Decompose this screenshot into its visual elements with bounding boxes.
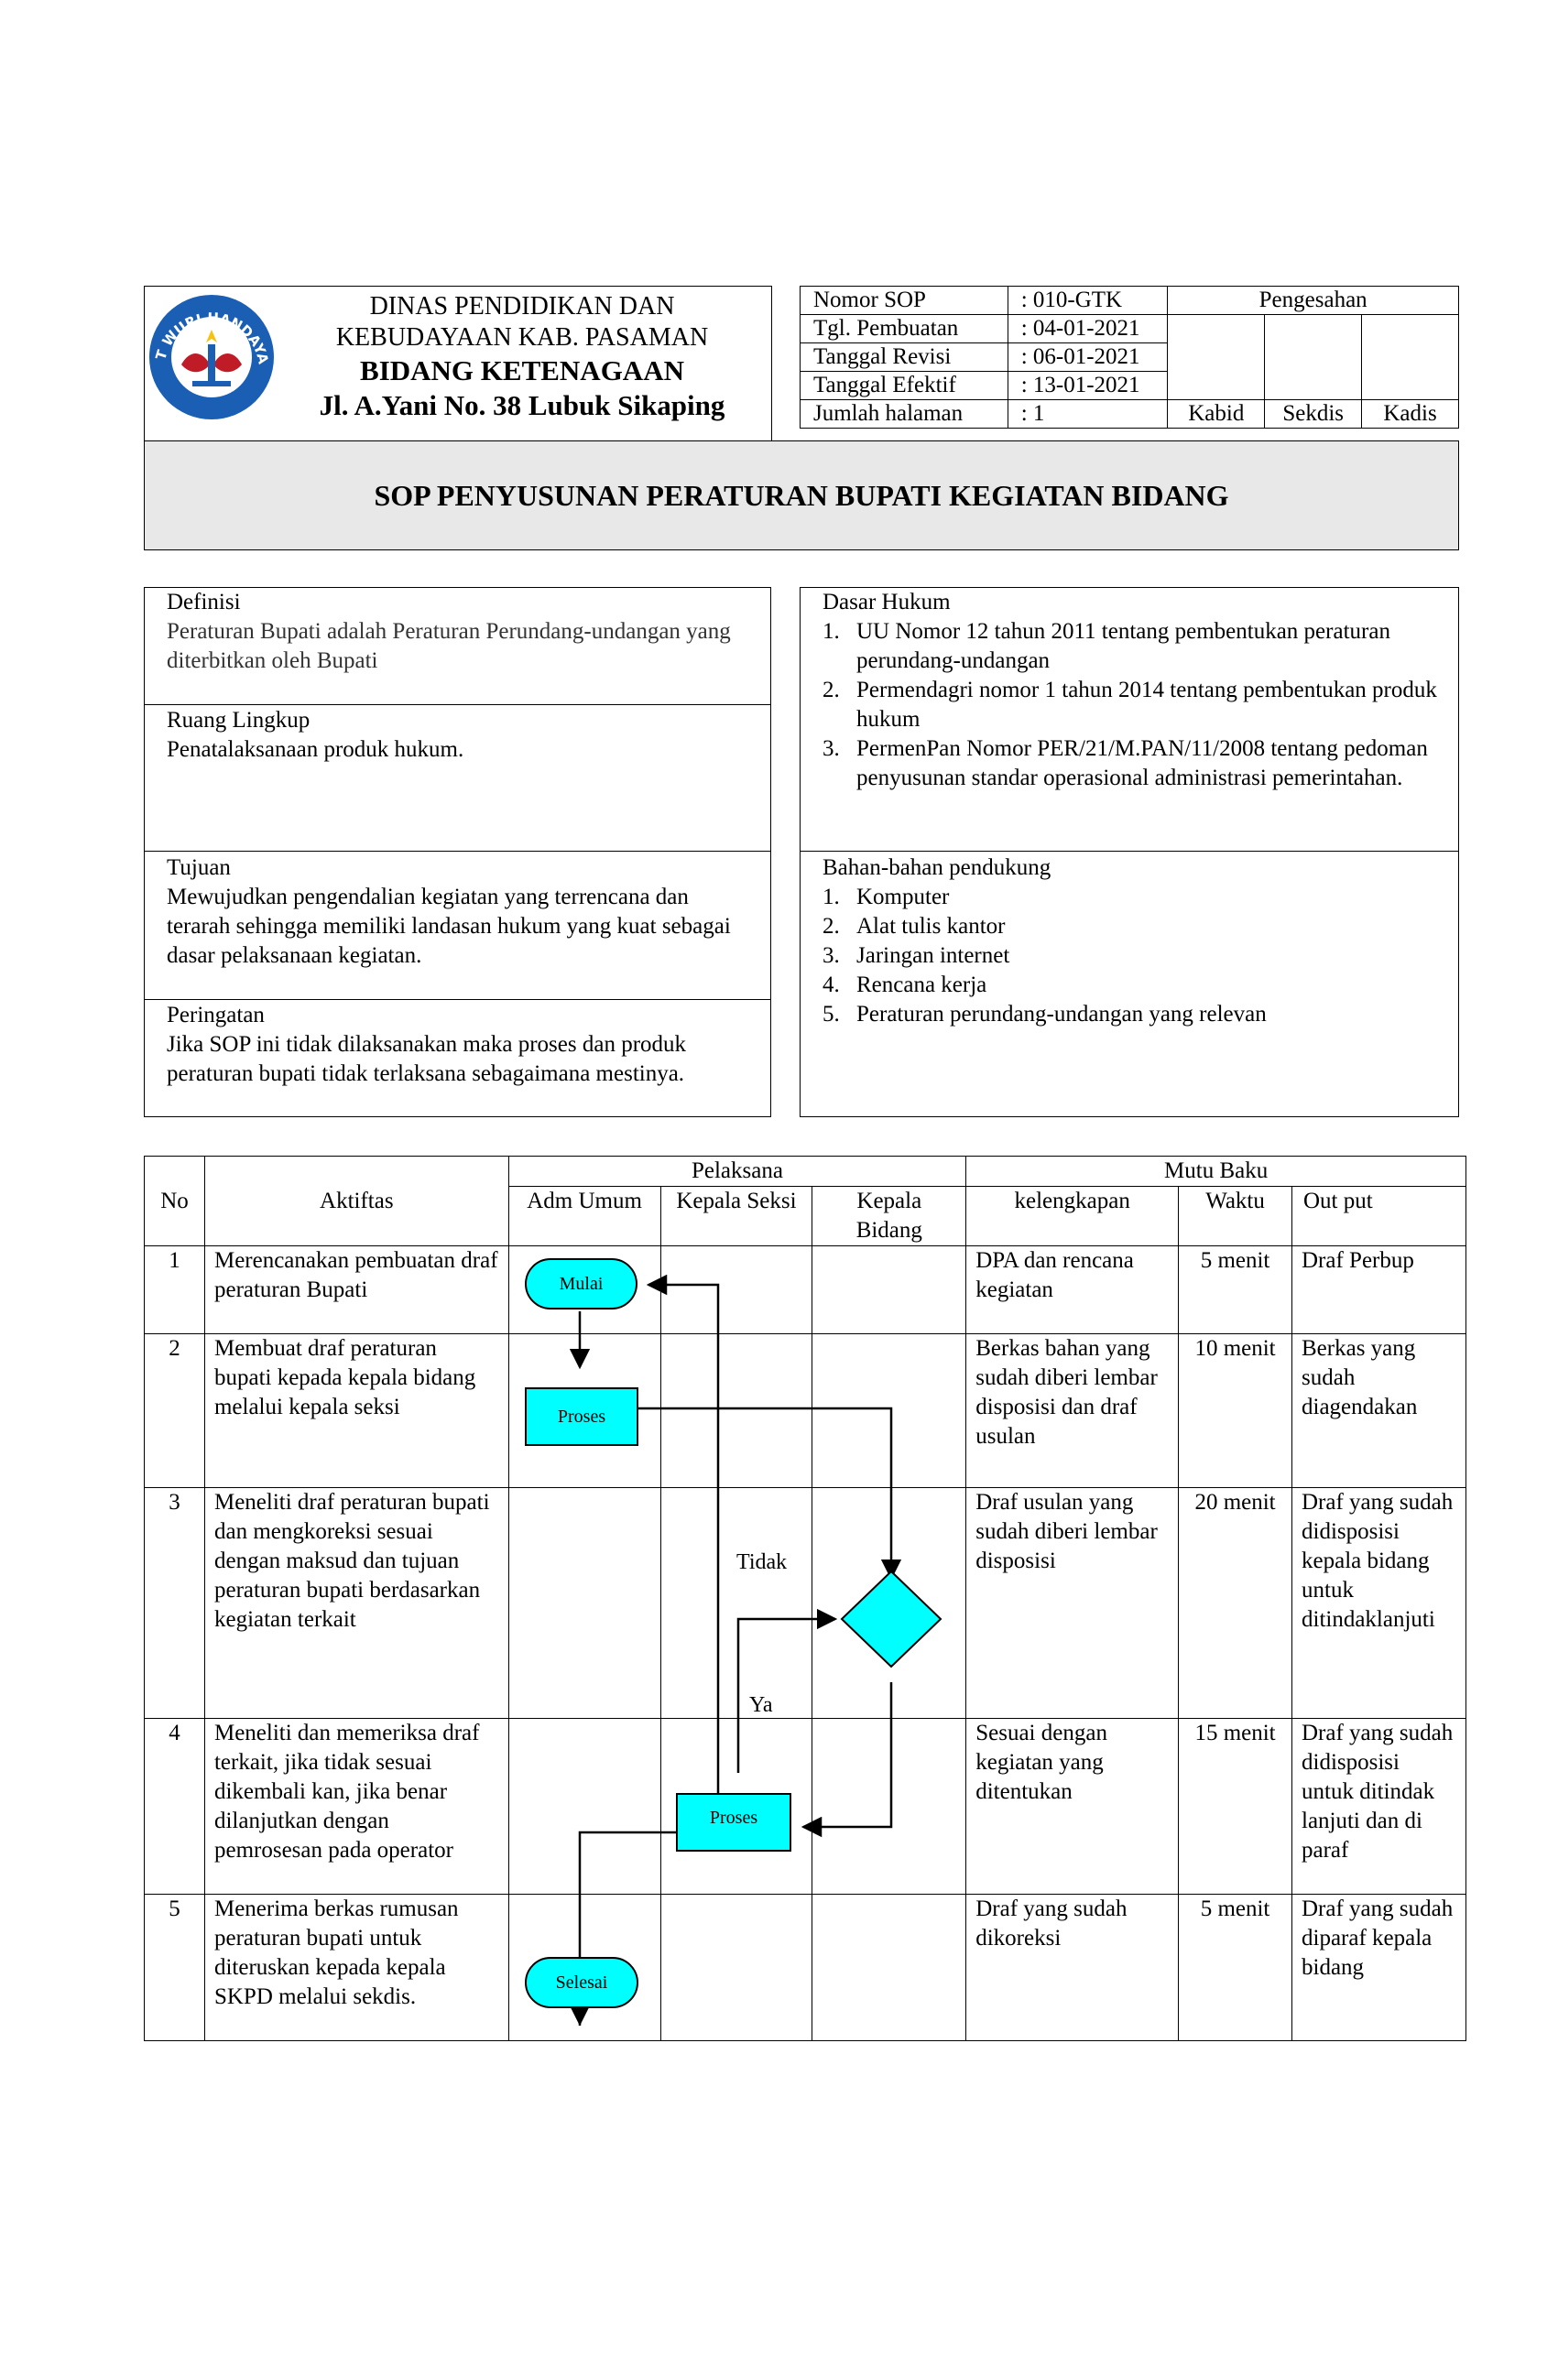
org-line2: KEBUDAYAAN KAB. PASAMAN xyxy=(335,323,709,352)
row-waktu: 5 menit xyxy=(1179,1895,1292,2041)
row-aktifitas: Meneliti dan memeriksa draf terkait, jika tidak sesuai dikembali kan, jika benar dilanjutkan dengan pemrosesan pada operator xyxy=(204,1719,508,1895)
process-label: Proses xyxy=(709,1808,758,1828)
row-kelengkapan: DPA dan rencana kegiatan xyxy=(966,1246,1179,1334)
list-item: 5. Peraturan perundang-undangan yang relevan xyxy=(823,1002,1267,1027)
row-aktifitas: Menerima berkas rumusan peraturan bupati untuk diteruskan kepada kepala SKPD melalui sekdis. xyxy=(204,1895,508,2041)
ruang-lingkup-text: Penatalaksanaan produk hukum. xyxy=(167,737,464,762)
definisi-label: Definisi xyxy=(167,590,241,614)
row-output: Draf yang sudah didisposisi kepala bidang untuk ditindaklanjuti xyxy=(1292,1488,1466,1719)
definisi-text: Peraturan Bupati adalah Peraturan Perundang-undangan yang diterbitkan oleh Bupati xyxy=(167,619,731,673)
row-kelengkapan: Draf usulan yang sudah diberi lembar disposisi xyxy=(966,1488,1179,1719)
peringatan-text: Jika SOP ini tidak dilaksanakan maka proses dan produk peraturan bupati tidak terlaksana sebagaimana mestinya. xyxy=(167,1032,687,1086)
col-aktifitas: Aktiftas xyxy=(204,1157,508,1246)
col-kelengkapan: kelengkapan xyxy=(966,1187,1179,1246)
start-terminal xyxy=(525,1258,637,1310)
dasar-hukum-label: Dasar Hukum xyxy=(823,590,951,614)
start-label: Mulai xyxy=(559,1273,604,1294)
process-box-1 xyxy=(525,1387,638,1446)
row-no: 1 xyxy=(145,1246,205,1334)
row-no: 2 xyxy=(145,1334,205,1488)
meta-value: : 04-01-2021 xyxy=(1008,315,1168,343)
row-waktu: 10 menit xyxy=(1179,1334,1292,1488)
list-item: 1. Komputer xyxy=(823,885,950,909)
meta-value: : 010-GTK xyxy=(1008,287,1168,315)
label-ya: Ya xyxy=(749,1693,773,1717)
address: Jl. A.Yani No. 38 Lubuk Sikaping xyxy=(319,389,725,421)
signer-sekdis: Sekdis xyxy=(1265,400,1362,429)
list-item: 2. Permendagri nomor 1 tahun 2014 tentang pembentukan produk hukum xyxy=(823,678,1437,732)
bahan-label: Bahan-bahan pendukung xyxy=(823,855,1051,880)
meta-label: Tgl. Pembuatan xyxy=(801,315,1008,343)
label-tidak: Tidak xyxy=(736,1550,788,1574)
row-output: Berkas yang sudah diagendakan xyxy=(1292,1334,1466,1488)
process-label: Proses xyxy=(557,1406,606,1427)
page-title: SOP PENYUSUNAN PERATURAN BUPATI KEGIATAN BIDANG xyxy=(374,478,1229,512)
peringatan-label: Peringatan xyxy=(167,1003,265,1027)
pengesahan-label: Pengesahan xyxy=(1168,287,1459,315)
meta-value: : 06-01-2021 xyxy=(1008,343,1168,372)
col-mutu-baku: Mutu Baku xyxy=(966,1157,1466,1187)
row-no: 5 xyxy=(145,1895,205,2041)
ruang-lingkup-label: Ruang Lingkup xyxy=(167,708,311,733)
dept-name: BIDANG KETENAGAAN xyxy=(360,354,684,386)
process-box-2 xyxy=(676,1793,791,1852)
list-item: 1. UU Nomor 12 tahun 2011 tentang pembentukan peraturan perundang-undangan xyxy=(823,619,1390,673)
col-output: Out put xyxy=(1292,1187,1466,1246)
col-kepala-seksi: Kepala Seksi xyxy=(660,1187,812,1246)
row-aktifitas: Meneliti draf peraturan bupati dan mengkoreksi sesuai dengan maksud dan tujuan peraturan bupati berdasarkan kegiatan terkait xyxy=(204,1488,508,1719)
signer-kabid: Kabid xyxy=(1168,400,1265,429)
col-no: No xyxy=(145,1157,205,1246)
row-waktu: 15 menit xyxy=(1179,1719,1292,1895)
meta-label: Tanggal Efektif xyxy=(801,372,1008,400)
row-aktifitas: Merencanakan pembuatan draf peraturan Bupati xyxy=(204,1246,508,1334)
org-line1: DINAS PENDIDIKAN DAN xyxy=(369,292,675,321)
row-waktu: 20 menit xyxy=(1179,1488,1292,1719)
row-aktifitas: Membuat draf peraturan bupati kepada kepala bidang melalui kepala seksi xyxy=(204,1334,508,1488)
signer-kadis: Kadis xyxy=(1362,400,1459,429)
tujuan-text: Mewujudkan pengendalian kegiatan yang terrencana dan terarah sehingga memiliki landasan hukum yang kuat sebagai dasar pelaksanaan kegiatan. xyxy=(167,885,731,968)
arrow-decision-ya-to-proses xyxy=(803,1682,891,1827)
row-output: Draf yang sudah didisposisi untuk ditindak lanjuti dan di paraf xyxy=(1292,1719,1466,1895)
meta-value: : 1 xyxy=(1008,400,1168,429)
meta-value: : 13-01-2021 xyxy=(1008,372,1168,400)
col-adm-umum: Adm Umum xyxy=(508,1187,660,1246)
row-waktu: 5 menit xyxy=(1179,1246,1292,1334)
list-item: 4. Rencana kerja xyxy=(823,973,987,997)
row-kelengkapan: Berkas bahan yang sudah diberi lembar disposisi dan draf usulan xyxy=(966,1334,1179,1488)
row-kelengkapan: Sesuai dengan kegiatan yang ditentukan xyxy=(966,1719,1179,1895)
row-no: 4 xyxy=(145,1719,205,1895)
meta-label: Jumlah halaman xyxy=(801,400,1008,429)
arrow-back-to-mulai xyxy=(648,1285,718,1793)
meta-label: Tanggal Revisi xyxy=(801,343,1008,372)
list-item: 3. Jaringan internet xyxy=(823,943,1010,968)
row-output: Draf Perbup xyxy=(1292,1246,1466,1334)
row-output: Draf yang sudah diparaf kepala bidang xyxy=(1292,1895,1466,2041)
list-item: 3. PermenPan Nomor PER/21/M.PAN/11/2008 tentang pedoman penyusunan standar operasional administrasi pemerintahan. xyxy=(823,736,1428,790)
tujuan-label: Tujuan xyxy=(167,855,231,880)
list-item: 2. Alat tulis kantor xyxy=(823,914,1006,939)
col-waktu: Waktu xyxy=(1179,1187,1292,1246)
row-kelengkapan: Draf yang sudah dikoreksi xyxy=(966,1895,1179,2041)
decision-diamond xyxy=(842,1571,941,1667)
row-no: 3 xyxy=(145,1488,205,1719)
end-label: Selesai xyxy=(555,1972,608,1993)
col-kepala-bidang: Kepala Bidang xyxy=(812,1187,966,1246)
end-terminal xyxy=(525,1957,638,2008)
col-pelaksana: Pelaksana xyxy=(508,1157,966,1187)
logo-text: T WURI HANDAYA xyxy=(152,309,272,366)
meta-label: Nomor SOP xyxy=(801,287,1008,315)
